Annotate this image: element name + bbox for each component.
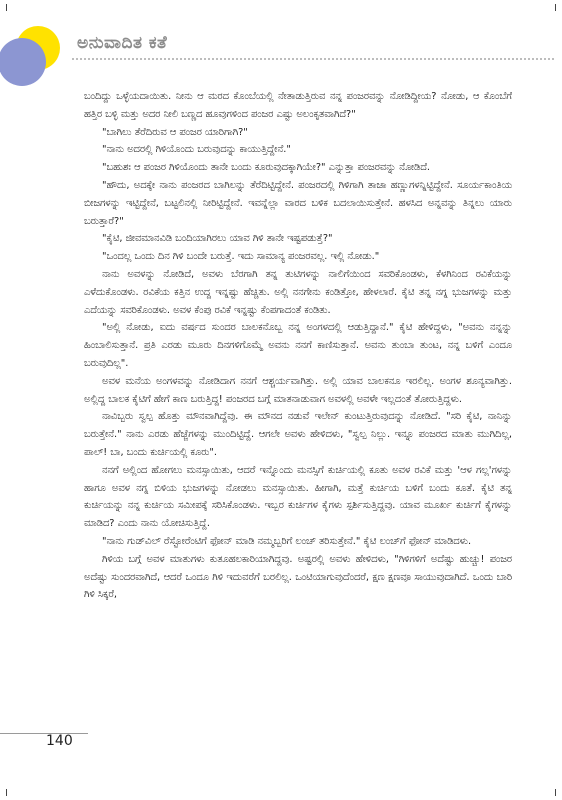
section-title: ಅನುವಾದಿತ ಕತೆ — [77, 33, 168, 53]
crop-mark — [6, 4, 7, 11]
paragraph: "ಕೈಟಿ, ಜೀವಮಾನವಿಡಿ ಬಂದಿಯಾಗಿರಲು ಯಾವ ಗಿಳಿ ತಾನೇ ಇಷ್ಟಪಡುತ್ತೆ?" — [102, 233, 333, 245]
crop-mark — [6, 789, 7, 796]
decorative-circles — [0, 26, 60, 86]
blue-circle — [0, 38, 46, 86]
paragraph: "ಒಂದಲ್ಲ ಒಂದು ದಿನ ಗಿಳಿ ಬಂದೇ ಬರುತ್ತೆ. ಇದು ಸಾಮಾನ್ಯ ಪಂಜರವಲ್ಲ. ಇಲ್ಲಿ ನೋಡು." — [102, 251, 380, 263]
paragraph: ನಾನು ಅವಳನ್ನು ನೋಡಿದೆ, ಅವಳು ಬೆರಗಾಗಿ ತನ್ನ ತುಟಿಗಳನ್ನು ನಾಲಿಗೆಯಿಂದ ಸವರಿಕೊಂಡಳು, ಕೆಳಗಿನಿಂದ ರವಿಕೆಯನ್ನು ಎಳೆದುಕೊಂಡಳು. ರವಿಕೆಯ ಕತ್ತಿನ ಉದ್ದ ಇನ್ನಷ್ಟು ಹೆಚ್ಚಿತು. ಅಲ್ಲಿ ನನಗೇನು ಕಂಡಿತ್ತೋ, ಹೇಳಲಾರೆ. ಕೈಟಿ ತನ್ನ ನಗ್ನ ಭುಜಗಳನ್ನು ಮತ್ತು ಎದೆಯನ್ನು ಸವರಿಕೊಂಡಳು. ಅವಳ ಕೆಂಪು ರವಿಕೆ ಇನ್ನಷ್ಟು ಕೆಂಪಗಾದಂತೆ ಕಂಡಿತು. — [84, 268, 512, 316]
paragraph: ಅವಳ ಮನೆಯ ಅಂಗಳವನ್ನು ನೋಡಿದಾಗ ನನಗೆ ಆಶ್ಚರ್ಯವಾಗಿತ್ತು. ಅಲ್ಲಿ ಯಾವ ಬಾಲಕನೂ ಇರಲಿಲ್ಲ. ಅಂಗಳ ಶೂನ್ಯವಾಗಿತ್ತು. ಅಲ್ಲಿದ್ದ ಬಾಲಕ ಕೈಟಿಗೆ ಹೇಗೆ ಕಾಣ ಬರುತ್ತಿದ್ದ! ಪಂಜರದ ಬಗ್ಗೆ ಮಾತನಾಡುವಾಗ ಅವಳಲ್ಲಿ ಅವಳೇ ಇಲ್ಲದಂತೆ ತೋರುತ್ತಿದ್ದಳು. — [84, 375, 512, 405]
paragraph: "ನಾನು ಗುಡ್‌ವಿಲ್ ರೆಸ್ಟೋರೆಂಟಿಗೆ ಫೋನ್ ಮಾಡಿ ನಮ್ಮಬ್ಬರಿಗೆ ಲಂಚ್ ತರಿಸುತ್ತೇನೆ." ಕೈಟಿ ಲಂಚ್‌ಗೆ ಫೋನ್ ಮಾಡಿದಳು. — [102, 535, 472, 547]
paragraph: ಗಿಳಿಯ ಬಗ್ಗೆ ಅವಳ ಮಾತುಗಳು ಕುತೂಹಲಕಾರಿಯಾಗಿದ್ದವು. ಅಷ್ಟರಲ್ಲಿ ಅವಳು ಹೇಳಿದಳು, "ಗಿಳಿಗಳಿಗೆ ಅದೆಷ್ಟು ಹುಚ್ಚು! ಪಂಜರ ಅದೆಷ್ಟು ಸುಂದರವಾಗಿದೆ, ಆದರೆ ಒಂದೂ ಗಿಳಿ ಇದುವರೆಗೆ ಬರಲಿಲ್ಲ. ಒಂಟಿಯಾಗುವುದೆಂದರೆ, ಕ್ಷಣ ಕ್ಷಣವೂ ಸಾಯುವುದಾಗಿದೆ. ಒಂದು ಬಾರಿ ಗಿಳಿ ಸಿಕ್ಕರೆ, — [84, 553, 512, 601]
story-body — [84, 88, 512, 604]
paragraph: "ಬಹುಶಃ ಆ ಪಂಜರ ಗಿಳಿಯೊಂದು ತಾನೇ ಬಂದು ಕೂರುವುದಕ್ಕಾಗಿಯೇ?" ಎನ್ನುತ್ತಾ ಪಂಜರವನ್ನು ನೋಡಿದೆ. — [102, 162, 431, 174]
paragraph: "ಹೌದು, ಅದಕ್ಕೇ ನಾನು ಪಂಜರದ ಬಾಗಿಲನ್ನು ತೆರೆದಿಟ್ಟಿದ್ದೇನೆ. ಪಂಜರದಲ್ಲಿ ಗಿಳಿಗಾಗಿ ತಾಜಾ ಹಣ್ಣುಗಳನ್ನಿಟ್ಟಿದ್ದೇನೆ. ಸೂರ್ಯಕಾಂತಿಯ ಬೀಜಗಳನ್ನು ಇಟ್ಟಿದ್ದೇನೆ, ಬಟ್ಟಲಿನಲ್ಲಿ ನೀರಿಟ್ಟಿದ್ದೇನೆ. ಇವನ್ನೆಲ್ಲಾ ವಾರದ ಬಳಿಕ ಬದಲಾಯಿಸುತ್ತೇನೆ. ಹಳಸಿದ ಅನ್ನವನ್ನು ತಿನ್ನಲು ಯಾರು ಬರುತ್ತಾರೆ?" — [84, 179, 512, 227]
footer-divider — [0, 733, 88, 734]
paragraph: "ಬಾಗಿಲು ತೆರೆದಿರುವ ಆ ಪಂಜರ ಯಾರಿಗಾಗಿ?" — [102, 126, 248, 138]
paragraph: ನನಗೆ ಅಲ್ಲಿಂದ ಹೋಗಲು ಮನಸ್ಸಾಯಿತು, ಆದರೆ ಇನ್ನೊಂದು ಮನಸ್ಸಿಗೆ ಕುರ್ಚಿಯಲ್ಲಿ ಕೂತು ಅವಳ ರವಿಕೆ ಮತ್ತು 'ಆಳ ಗಲ್ಲ'ಗಳನ್ನು ಹಾಗೂ ಅವಳ ನಗ್ನ ಬಿಳಿಯ ಭುಜಗಳನ್ನು ನೋಡಲು ಮನಸ್ಸಾಯಿತು. ಹೀಗಾಗಿ, ಮತ್ತೆ ಕುರ್ಚಿಯ ಬಳಿಗೆ ಬಂದು ಕೂತೆ. ಕೈಟಿ ತನ್ನ ಕುರ್ಚಿಯನ್ನು ನನ್ನ ಕುರ್ಚಿಯ ಸಮೀಪಕ್ಕೆ ಸರಿಸಿಕೊಂಡಳು. ಇಬ್ಬರ ಕುರ್ಚಿಗಳ ಕೈಗಳು ಸ್ಪರ್ಶಿಸುತ್ತಿದ್ದವು. ಯಾವ ಮೂರ್ಖ ಕುರ್ಚಿಗೆ ಕೈಗಳನ್ನು ಮಾಡಿದ? ಎಂದು ನಾನು ಯೋಚಿಸುತ್ತಿದ್ದೆ. — [84, 464, 512, 530]
header-divider — [72, 58, 554, 60]
paragraph: ಬಂದಿದ್ದು ಒಳ್ಳೆಯದಾಯಿತು. ನೀನು ಆ ಮರದ ಕೊಂಬೆಯಲ್ಲಿ ನೇತಾಡುತ್ತಿರುವ ನನ್ನ ಪಂಜರವನ್ನು ನೋಡಿದ್ದೀಯ? ನೋಡು, ಆ ಕೊಂಬೆಗೆ ಹತ್ತಿರ ಬಳ್ಳಿ ಮತ್ತು ಅದರ ನೀಲಿ ಬಣ್ಣದ ಹೂವುಗಳಿಂದ ಪಂಜರ ಎಷ್ಟು ಅಲಂಕೃತವಾಗಿದೆ?" — [84, 91, 512, 120]
paragraph: "ನಾನು ಅದರಲ್ಲಿ ಗಿಳಿಯೊಂದು ಬರುವುದನ್ನು ಕಾಯುತ್ತಿದ್ದೇನೆ." — [102, 144, 291, 156]
crop-mark — [555, 4, 556, 11]
paragraph: "ಅಲ್ಲಿ ನೋಡು, ಐದು ವರ್ಷದ ಸುಂದರ ಬಾಲಕನೊಬ್ಬ ನನ್ನ ಅಂಗಳದಲ್ಲಿ ಆಡುತ್ತಿದ್ದಾನೆ." ಕೈಟಿ ಹೇಳಿದ್ದಳು, "ಅವನು ನನ್ನನ್ನು ಹಿಂಬಾಲಿಸುತ್ತಾನೆ. ಪ್ರತಿ ಎರಡು ಮೂರು ದಿನಗಳಿಗೊಮ್ಮೆ ಅವನು ನನಗೆ ಕಾಣಿಸುತ್ತಾನೆ. ಅವನು ತುಂಬಾ ತುಂಟ, ನನ್ನ ಬಳಿಗೆ ಎಂದೂ ಬರುವುದಿಲ್ಲ". — [84, 322, 512, 369]
paragraph: ನಾವಿಬ್ಬರು ಸ್ವಲ್ಪ ಹೊತ್ತು ಮೌನವಾಗಿದ್ದೆವು. ಈ ಮೌನದ ನಡುವೆ ಇಲೇನ್ ಕುಂಟುತ್ತಿರುವುದನ್ನು ನೋಡಿದೆ. "ಸರಿ ಕೈಟಿ, ನಾನಿನ್ನು ಬರುತ್ತೇನೆ." ನಾನು ಎರಡು ಹೆಜ್ಜೆಗಳನ್ನು ಮುಂದಿಟ್ಟಿದ್ದೆ. ಆಗಲೇ ಅವಳು ಹೇಳಿದಳು, "ಸ್ವಲ್ಪ ನಿಲ್ಲು. ಇನ್ನೂ ಪಂಜರದ ಮಾತು ಮುಗಿದಿಲ್ಲ, ಪಾಲ್! ಬಾ, ಬಂದು ಕುರ್ಚಿಯಲ್ಲಿ ಕೂರು". — [84, 411, 512, 458]
page-number: 140 — [46, 733, 73, 749]
crop-mark — [555, 789, 556, 796]
